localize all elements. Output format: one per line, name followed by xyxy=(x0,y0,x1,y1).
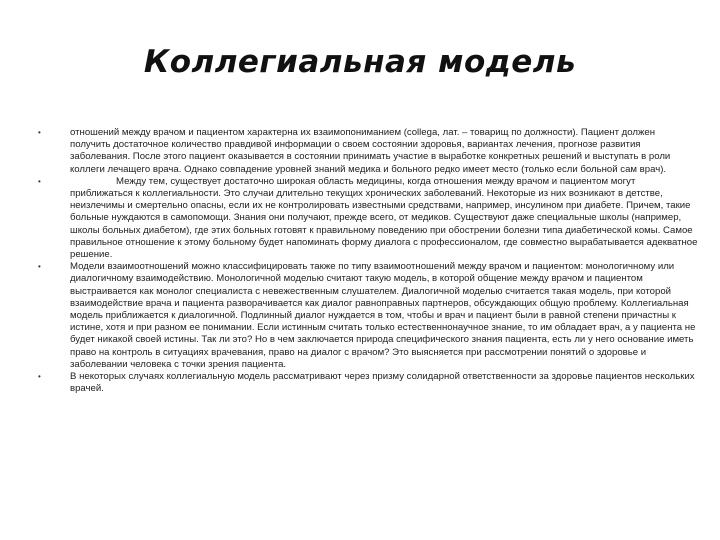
bullet-item xyxy=(38,371,698,395)
bullet-text: Модели взаимоотношений можно классифицировать также по типу взаимоотношений между врачом и пациентом: монологичному или диалогичному взаимодействию. Монологичной моделью считают такую модель, в которой общение между врачом и пациентом выстраивается как монолог специалиста с невежественным слушателем. Диалогичной моделью считается такая модель, при которой взаимодействие врача и пациента разворачивается как диалог равноправных партнеров, обсуждающих общую проблему. Коллегиальная модель приближается к диалогичной. Подлинный диалог нуждается в том, чтобы и врач и пациент были в равной степени причастны к истине, хотя и при разном ее понимании. Если истинным считать только естественнонаучное знание, то им обладает врач, а у пациента не будет никакой своей истины. Так ли это? Но в чем заключается природа специфического знания пациента, есть ли у него основание иметь право на контроль в ситуациях врачевания, право на диалог с врачом? Это выясняется при рассмотрении понятий о здоровье и заболевании человека с точки зрения пациента. xyxy=(70,261,696,370)
bullet-list xyxy=(38,127,698,395)
bullet-icon: • xyxy=(38,128,41,137)
bullet-text: Между тем, существует достаточно широкая область медицины, когда отношения между врачом и пациентом могут приближаться к коллегиальности. Это случаи длительно текущих хронических заболеваний. Некоторые из них возникают в детстве, неизлечимы и смертельно опасны, если их не контролировать известными средствами, например, инсулином при диабете. Причем, такие больные нуждаются в самопомощи. Знания они получают, прежде всего, от медиков. Существуют даже специальные школы (например, школы больных диабетом), где этих больных готовят к правильному поведению при обострении болезни типа диабетической комы. Самое правильное отношение к этому больному будет напоминать форму диалога с профессионалом, где совместно вырабатывается адекватное решение. xyxy=(70,175,698,261)
bullet-text: В некоторых случаях коллегиальную модель рассматривают через призму солидарной ответственности за здоровье пациентов нескольких врачей. xyxy=(70,371,695,395)
bullet-item xyxy=(38,127,698,176)
bullet-icon: • xyxy=(38,262,41,272)
bullet-text: отношений между врачом и пациентом характерна их взаимопониманием (collega, лат. – товарищ по должности). Пациент должен получить достаточное количество правдивой информации о своем состоянии здоровья, вариантах лечения, прогнозе развития заболевания. После этого пациент оказывается в состоянии принимать участие в выработке конкретных решений и выступать в роли коллеги лечащего врача. Однако совпадение уровней знаний медика и больного редко имеет место (только если больной сам врач). xyxy=(70,127,671,175)
bullet-item xyxy=(38,176,698,261)
bullet-icon: • xyxy=(38,372,41,382)
slide-title: Коллегиальная модель xyxy=(143,44,577,80)
bullet-icon: • xyxy=(38,176,41,186)
bullet-item xyxy=(38,261,698,371)
